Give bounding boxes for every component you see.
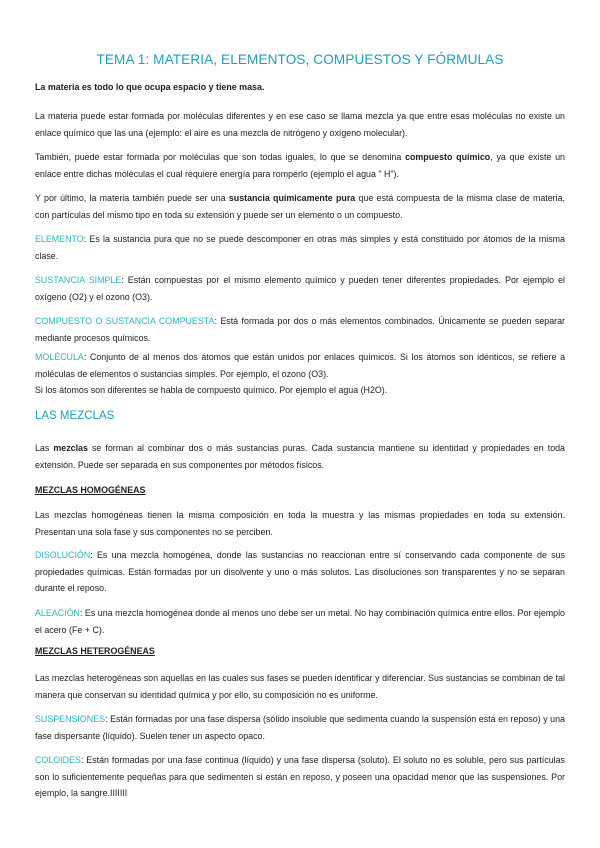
- elemento-term: ELEMENTO: [35, 234, 84, 244]
- elemento-definition: ELEMENTO: Es la sustancia pura que no se puede descomponer en otras más simples y está constituido por átomos de la misma clase.: [35, 234, 565, 261]
- sustancia-simple-definition: SUSTANCIA SIMPLE: Están compuestas por el mismo elemento químico y pueden tener diferentes propiedades. Por ejemplo el oxígeno (O2) y el ozono (O3).: [35, 275, 565, 302]
- disolucion-definition: DISOLUCIÓN: Es una mezcla homogénea, donde las sustancias no reaccionan entre sí conservando cada componente de sus propiedades químicas. Están formadas por un disolvente y uno o más solutos. Las disoluciones son transparentes y no se separan durante el reposo.: [35, 550, 565, 593]
- mezclas-heading: LAS MEZCLAS: [35, 410, 115, 422]
- heterogeneas-paragraph: Las mezclas heterogéneas son aquellas en las cuales sus fases se pueden identificar y diferenciar. Sus sustancias se combinan de tal manera que conservan su identidad química y por ello, su composición no es uniforme.: [35, 673, 565, 700]
- sustancia-pura-paragraph: Y por último, la materia también puede ser una sustancia químicamente pura que está compuesta de la misma clase de materia, con partículas del mismo tipo en toda su extensión y puede ser un elemento o un compuesto.: [35, 193, 566, 220]
- mezclas-paragraph: Las mezclas se forman al combinar dos o más sustancias puras. Cada sustancia mantiene su identidad y propiedades en toda extensión. Puede ser separada en sus componentes por métodos físicos.: [35, 443, 565, 470]
- mezclas-term: mezclas: [53, 443, 88, 453]
- coloides-definition: COLOIDES: Están formadas por una fase continua (líquido) y una fase dispersa (soluto). El soluto no es soluble, pero sus partículas son lo suficientemente pequeñas para que sedimenten si están en reposo, y poseen una opacidad menor que las suspensiones. Por ejemplo, la sangre.IIIIIII: [35, 755, 565, 798]
- homogeneas-paragraph: Las mezclas homogéneas tienen la misma composición en toda la muestra y las mismas propiedades en toda su extensión. Presentan una sola fase y sus componentes no se perciben.: [35, 510, 565, 537]
- page-title: TEMA 1: MATERIA, ELEMENTOS, COMPUESTOS Y FÓRMULAS: [96, 52, 504, 67]
- aleacion-definition: ALEACIÓN: Es una mezcla homogénea donde al menos uno debe ser un metal. No hay combinación química entre ellos. Por ejemplo el acero (Fe + C).: [35, 608, 565, 635]
- sustancia-simple-term: SUSTANCIA SIMPLE: [35, 275, 122, 285]
- heterogeneas-heading: MEZCLAS HETEROGÉNEAS: [35, 646, 155, 656]
- materia-paragraph: La materia puede estar formada por moléculas diferentes y en ese caso se llama mezcla ya que entre esas moléculas no existe un enlace químico que las una (ejemplo: el aire es una mezcla de nitrógeno y oxígeno molecular).: [35, 111, 565, 138]
- molecula-term: MOLÉCULA: [35, 352, 84, 362]
- compuesto-term: COMPUESTO O SUSTANCIA COMPUESTA: [35, 316, 215, 326]
- aleacion-term: ALEACIÓN: [35, 608, 80, 618]
- suspensiones-term: SUSPENSIONES: [35, 714, 106, 724]
- intro-paragraph: La materia es todo lo que ocupa espacio y tiene masa.: [35, 82, 265, 92]
- disolucion-term: DISOLUCIÓN: [35, 550, 91, 560]
- sustancia-pura-term: sustancia químicamente pura: [228, 193, 356, 203]
- homogeneas-heading: MEZCLAS HOMOGÉNEAS: [35, 485, 146, 495]
- coloides-term: COLOIDES: [35, 755, 81, 765]
- compuesto-definition: COMPUESTO O SUSTANCIA COMPUESTA: Está formada por dos o más elementos combinados. Únicamente se pueden separar mediante procesos químicos.: [35, 316, 565, 343]
- compuesto-quimico-paragraph: También, puede estar formada por moléculas que son todas iguales, lo que se denomina compuesto químico, ya que existe un enlace entre dichas moléculas el cual requiere energía para romperlo (ejemplo el agua " H").: [35, 152, 565, 179]
- compuesto-quimico-term: compuesto químico: [405, 152, 491, 162]
- molecula-definition: MOLÉCULA: Conjunto de al menos dos átomos que están unidos por enlaces químicos. Si los átomos son idénticos, se refiere a moléculas de elementos o sustancias simples. Por ejemplo, el ozono (O3). Si los átomos son diferentes se habla de compuesto químico. Por ejemplo el agua (H2O).: [35, 352, 565, 395]
- suspensiones-definition: SUSPENSIONES: Están formadas por una fase dispersa (sólido insoluble que sedimenta cuando la suspensión está en reposo) y una fase dispersante (líquido). Suelen tener un aspecto opaco.: [35, 714, 565, 741]
